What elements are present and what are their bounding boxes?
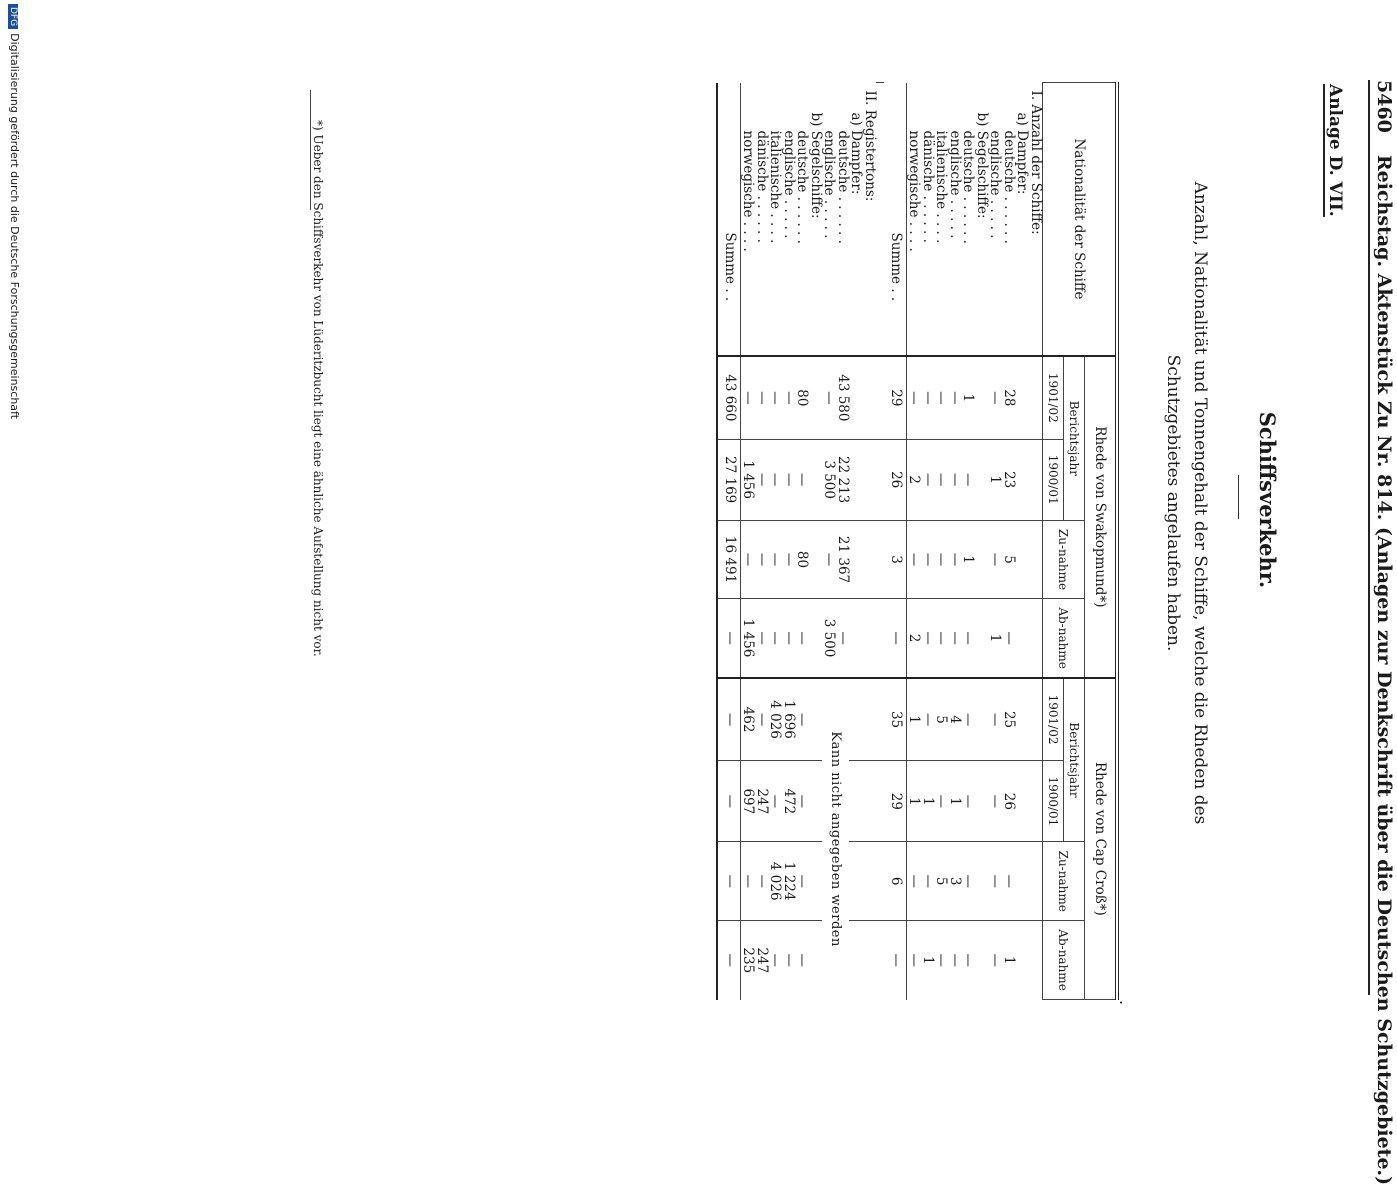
table-cell <box>809 842 823 921</box>
table-cell <box>1015 599 1029 678</box>
zunahme-header: Zu-nahme <box>1043 842 1085 921</box>
table-cell: — <box>921 842 935 921</box>
table-cell <box>975 842 989 921</box>
table-cell: — <box>795 678 809 761</box>
table-cell: — <box>717 761 741 842</box>
berichtsjahr-header: Berichtsjahr <box>1064 356 1085 520</box>
table-cell: 4 026 <box>768 842 782 921</box>
table-cell: — <box>907 356 921 439</box>
table-cell: 1 <box>988 599 1002 678</box>
subtitle: Anzahl, Nationalität und Tonnengehalt der Schiffe, welche die Rheden des Schutzgebietes angelaufen haben. <box>1163 181 1210 825</box>
group-swakopmund-header: Rhede von Swakopmund*) <box>1085 356 1118 678</box>
year-1900-header: 1900/01 <box>1043 439 1064 520</box>
table-cell: — <box>934 599 948 678</box>
table-cell: — <box>822 520 836 599</box>
table-cell <box>809 678 823 761</box>
table-cell <box>1029 520 1043 599</box>
table-cell: 1 696 <box>782 678 796 761</box>
table-cell: — <box>1002 842 1016 921</box>
table-cell: — <box>948 520 962 599</box>
table-cell <box>1015 678 1029 761</box>
table-cell: 29 <box>884 356 907 439</box>
table-cell: — <box>768 520 782 599</box>
table-cell <box>863 842 877 921</box>
table-row <box>768 83 782 1000</box>
table-cell: — <box>988 761 1002 842</box>
table-cell: 43 580 <box>836 356 850 439</box>
table-cell <box>1015 921 1029 1000</box>
table-cell <box>975 921 989 1000</box>
table-cell: — <box>948 439 962 520</box>
table-cell: 2 <box>907 439 921 520</box>
table-cell: 43 660 <box>717 356 741 439</box>
table-cell: 247 <box>755 761 769 842</box>
header-rule <box>1368 80 1370 995</box>
table-row <box>884 83 907 1000</box>
table-row <box>782 83 796 1000</box>
table-row <box>961 83 975 1000</box>
row-label: dänische . . . . . . <box>754 130 770 243</box>
table-cell: — <box>934 356 948 439</box>
table-cell: — <box>921 678 935 761</box>
table-cell: — <box>717 678 741 761</box>
table-cell: — <box>782 439 796 520</box>
table-cell: 29 <box>884 761 907 842</box>
table-cell <box>975 761 989 842</box>
table-cell: — <box>1002 599 1016 678</box>
table-cell: 3 <box>948 842 962 921</box>
table-cell: — <box>822 356 836 439</box>
table-cell: 26 <box>1002 761 1016 842</box>
table-cell <box>975 520 989 599</box>
table-cell: 26 <box>884 439 907 520</box>
table-cell: 235 <box>741 921 755 1000</box>
table-cell: 1 <box>921 761 935 842</box>
row-label: deutsche . . . . . . <box>835 130 851 244</box>
table-cell <box>849 356 863 439</box>
row-label: a) Dampfer: <box>1014 112 1031 195</box>
table-row <box>741 83 755 1000</box>
table-cell: 1 <box>961 520 975 599</box>
table-cell: — <box>755 520 769 599</box>
row-label: italienische . . . . <box>767 130 784 244</box>
table-cell: 4 <box>948 678 962 761</box>
zunahme-header: Zu-nahme <box>1043 520 1085 599</box>
table-cell: 1 <box>988 439 1002 520</box>
row-label: I. Anzahl der Schiffe: <box>1028 90 1044 235</box>
table-row <box>755 83 769 1000</box>
table-cell <box>809 761 823 842</box>
shipping-table <box>716 82 1119 1000</box>
table-cell <box>1029 761 1043 842</box>
table-cell: — <box>988 520 1002 599</box>
table-cell: 3 500 <box>822 439 836 520</box>
digitization-credit <box>8 4 21 419</box>
table-cell: — <box>988 356 1002 439</box>
table-cell: — <box>961 761 975 842</box>
table-cell: — <box>782 921 796 1000</box>
table-cell: 23 <box>1002 439 1016 520</box>
table-cell: 1 <box>961 356 975 439</box>
year-1900-header: 1900/01 <box>1043 761 1064 842</box>
table-cell: — <box>741 520 755 599</box>
table-cell: — <box>836 599 850 678</box>
row-label: Summe . . <box>884 83 907 357</box>
table-cell <box>849 520 863 599</box>
table-row <box>849 83 863 1000</box>
table-cell <box>1029 921 1043 1000</box>
page-title: Schiffsverkehr. <box>1255 411 1280 589</box>
table-cell: — <box>795 761 809 842</box>
table-cell: 28 <box>1002 356 1016 439</box>
table-cell: — <box>768 761 782 842</box>
table-cell <box>1015 439 1029 520</box>
table-cell <box>1029 439 1043 520</box>
table-cell: 1 <box>948 761 962 842</box>
table-cell: 472 <box>782 761 796 842</box>
table-cell <box>849 842 863 921</box>
row-label: dänische . . . . . . <box>920 130 936 243</box>
stray-dot: . <box>1116 1000 1135 1006</box>
table-cell: — <box>741 842 755 921</box>
table-row <box>988 83 1002 1000</box>
table-cell: 3 <box>884 520 907 599</box>
table-cell: — <box>717 842 741 921</box>
table-row <box>1029 83 1043 1000</box>
table-cell: — <box>795 921 809 1000</box>
footnote: *) Ueber den Schiffsverkehr von Lüderitzbucht liegt eine ähnliche Aufstellung nicht vor. <box>311 120 325 657</box>
table-cell: — <box>768 356 782 439</box>
row-label: italienische . . . . <box>933 130 950 244</box>
table-cell <box>849 599 863 678</box>
page-number: 5460 <box>1373 80 1395 133</box>
table-row <box>836 83 850 1000</box>
table-cell <box>863 761 877 842</box>
registertons-note: Kann nicht angegeben werden <box>822 678 849 1000</box>
table-cell: — <box>934 439 948 520</box>
table-cell: — <box>948 599 962 678</box>
table-cell: 1 <box>921 921 935 1000</box>
table-cell: 80 <box>795 356 809 439</box>
table-cell <box>849 761 863 842</box>
group-capcross-header: Rhede von Cap Croß*) <box>1085 678 1118 1000</box>
table-cell <box>863 599 877 678</box>
table-row <box>921 83 935 1000</box>
table-cell: 5 <box>934 678 948 761</box>
table-cell <box>975 678 989 761</box>
dfg-logo: DFG <box>8 4 18 29</box>
table-cell: 697 <box>741 761 755 842</box>
row-label: englische . . . . . <box>781 130 797 239</box>
row-label: deutsche . . . . . . <box>1001 130 1017 244</box>
table-cell <box>1015 356 1029 439</box>
table-row <box>795 83 809 1000</box>
row-label: b) Segelschiffe: <box>808 112 824 219</box>
table-cell: 16 491 <box>717 520 741 599</box>
table-cell: — <box>755 599 769 678</box>
table-cell: — <box>988 842 1002 921</box>
table-cell: — <box>921 356 935 439</box>
table-cell <box>975 439 989 520</box>
table-cell: 5 <box>1002 520 1016 599</box>
table-cell: 1 456 <box>741 439 755 520</box>
table-cell: — <box>884 599 907 678</box>
table-cell: — <box>948 921 962 1000</box>
table-cell: — <box>948 356 962 439</box>
table-cell: — <box>795 599 809 678</box>
row-label: b) Segelschiffe: <box>974 112 990 219</box>
table-cell: 2 <box>907 599 921 678</box>
table-cell: — <box>755 678 769 761</box>
table-row <box>1015 83 1029 1000</box>
table-cell: — <box>782 356 796 439</box>
table-cell: — <box>988 678 1002 761</box>
table-cell: — <box>755 842 769 921</box>
table-cell: — <box>961 842 975 921</box>
anlage-label: Anlage D. VII. <box>1325 84 1345 217</box>
table-cell <box>809 520 823 599</box>
year-1901-header: 1901/02 <box>1043 678 1064 761</box>
table-cell: — <box>934 921 948 1000</box>
table-cell <box>863 921 877 1000</box>
table-cell: 25 <box>1002 678 1016 761</box>
table-row <box>863 83 877 1000</box>
table-cell: 1 <box>907 678 921 761</box>
table-row <box>948 83 962 1000</box>
abnahme-header: Ab-nahme <box>1043 921 1085 1000</box>
row-label: deutsche . . . . . . <box>794 130 811 244</box>
credit-text: Digitalisierung gefördert durch die Deutsche Forschungsgemeinschaft <box>8 33 21 420</box>
table-cell: 1 224 <box>782 842 796 921</box>
table-cell: — <box>921 520 935 599</box>
table-cell <box>863 520 877 599</box>
row-label: englische . . . . . <box>821 130 838 239</box>
table-cell: — <box>768 921 782 1000</box>
table-row <box>907 83 921 1000</box>
berichtsjahr-header: Berichtsjahr <box>1064 678 1085 842</box>
table-cell: — <box>782 599 796 678</box>
table-cell: 22 213 <box>836 439 850 520</box>
table-cell: 80 <box>795 520 809 599</box>
table-cell <box>1015 520 1029 599</box>
col-nationality-header: Nationalität der Schiffe <box>1043 83 1118 357</box>
table-cell: — <box>934 520 948 599</box>
year-1901-header: 1901/02 <box>1043 356 1064 439</box>
table-row <box>809 83 823 1000</box>
table-cell: 462 <box>741 678 755 761</box>
table-body <box>717 83 1043 1000</box>
table-cell: — <box>884 921 907 1000</box>
row-label: norwegische . . . . <box>906 130 923 252</box>
table-cell <box>863 439 877 520</box>
table-cell: — <box>907 842 921 921</box>
table-cell <box>975 356 989 439</box>
table-cell: 27 169 <box>717 439 741 520</box>
table-cell <box>849 921 863 1000</box>
table-cell: — <box>961 921 975 1000</box>
abnahme-header: Ab-nahme <box>1043 599 1085 678</box>
running-header <box>1373 80 1395 1185</box>
table-cell <box>1015 761 1029 842</box>
running-title: Reichstag. Aktenstück Zu Nr. 814. (Anlagen zur Denkschrift über die Deutschen Schutzgebiete.) <box>1373 154 1395 1185</box>
table-cell <box>1029 842 1043 921</box>
table-cell: 1 456 <box>741 599 755 678</box>
table-cell: — <box>907 921 921 1000</box>
table-cell: — <box>907 520 921 599</box>
table-cell: 1 <box>1002 921 1016 1000</box>
table-cell <box>1015 842 1029 921</box>
table-cell <box>809 439 823 520</box>
table-row <box>1002 83 1016 1000</box>
table-row <box>717 83 741 1000</box>
table-cell: — <box>717 599 741 678</box>
table-cell <box>863 356 877 439</box>
table-cell <box>849 439 863 520</box>
table-cell: — <box>795 842 809 921</box>
row-label: Summe . . <box>717 83 741 357</box>
table-cell: — <box>961 439 975 520</box>
table-cell <box>863 678 877 761</box>
row-label: a) Dampfer: <box>848 112 865 195</box>
row-label: englische . . . . . <box>947 130 963 239</box>
table-cell: 21 367 <box>836 520 850 599</box>
table-cell <box>1029 356 1043 439</box>
spacer-row <box>876 83 884 1000</box>
table-cell: — <box>795 439 809 520</box>
table-cell <box>975 599 989 678</box>
row-label: II. Registertons: <box>862 90 878 202</box>
table-cell <box>1029 678 1043 761</box>
table-cell: 247 <box>755 921 769 1000</box>
table-cell: — <box>782 520 796 599</box>
table-cell: — <box>755 356 769 439</box>
table-cell: 3 500 <box>822 599 836 678</box>
table-cell: 4 026 <box>768 678 782 761</box>
table-cell: 6 <box>884 842 907 921</box>
table-row <box>934 83 948 1000</box>
table-cell: — <box>755 439 769 520</box>
table-cell: — <box>921 439 935 520</box>
table-cell: — <box>717 921 741 1000</box>
table-cell: 1 <box>907 761 921 842</box>
table-row <box>975 83 989 1000</box>
table-cell <box>809 356 823 439</box>
table-cell <box>809 921 823 1000</box>
table-cell <box>849 678 863 761</box>
table-cell: — <box>768 599 782 678</box>
table-cell <box>809 599 823 678</box>
row-label: norwegische . . . . <box>740 130 757 252</box>
table-cell: — <box>988 921 1002 1000</box>
table-cell: — <box>921 599 935 678</box>
table-cell: — <box>961 678 975 761</box>
title-rule <box>1238 475 1239 519</box>
table-cell: — <box>934 761 948 842</box>
row-label: englische . . . . . <box>987 130 1004 239</box>
table-cell: — <box>961 599 975 678</box>
table-cell: 5 <box>934 842 948 921</box>
table-cell <box>1029 599 1043 678</box>
table-cell: — <box>741 356 755 439</box>
table-cell: — <box>768 439 782 520</box>
table-cell: 35 <box>884 678 907 761</box>
row-label: deutsche . . . . . . <box>960 130 977 244</box>
